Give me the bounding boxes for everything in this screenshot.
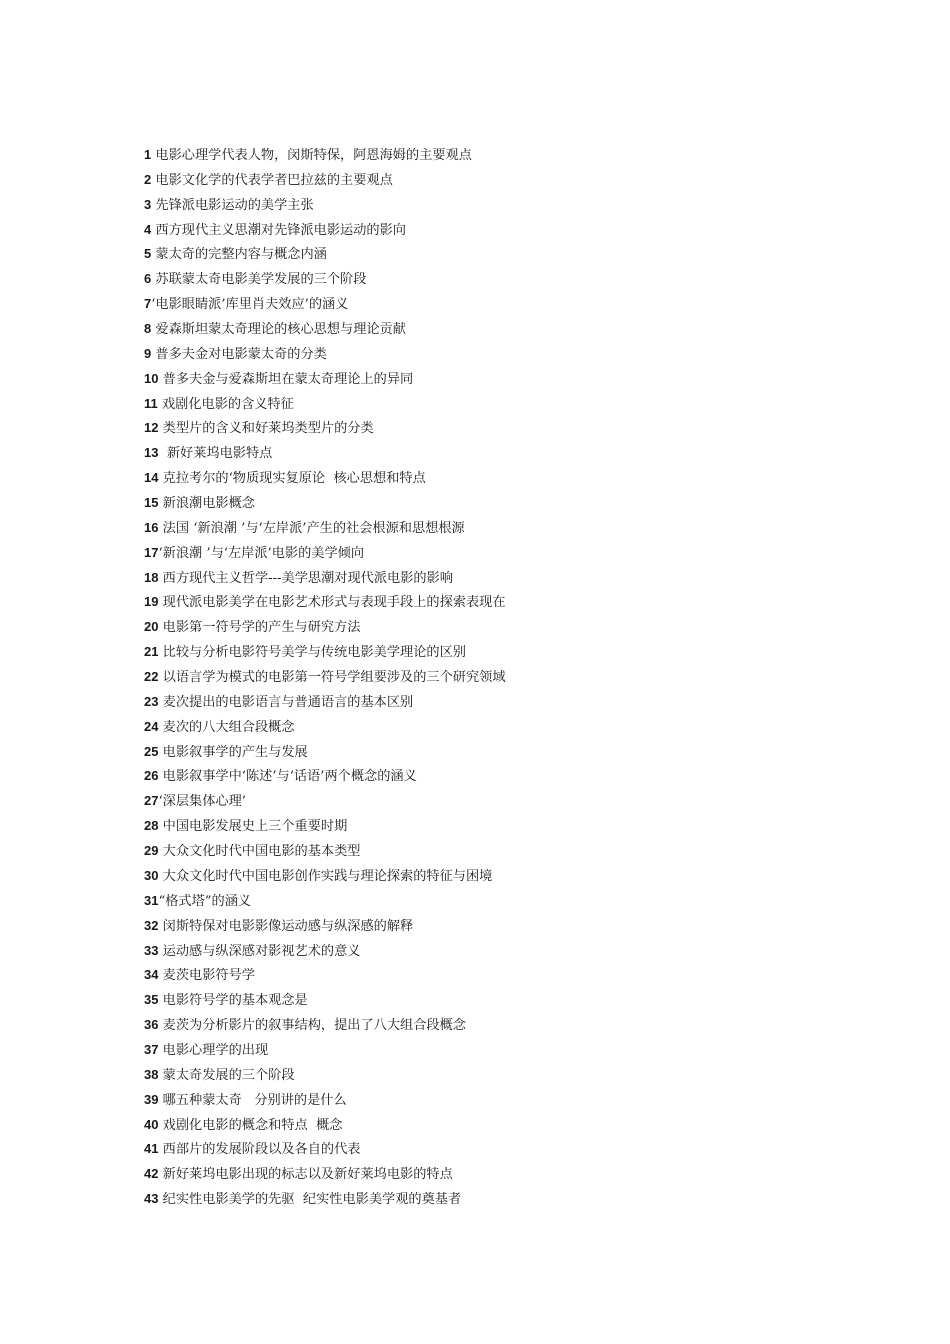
question-text: 中国电影发展史上三个重要时期: [158, 819, 348, 835]
question-text: 苏联蒙太奇电影美学发展的三个阶段: [151, 272, 367, 288]
question-text: 新浪潮电影概念: [158, 496, 255, 512]
question-number: 18: [144, 569, 159, 585]
question-item: [144, 441, 904, 466]
question-number: 25: [144, 743, 159, 759]
question-number: 16: [144, 519, 159, 535]
question-item: [144, 168, 904, 193]
question-text: 戏剧化电影的概念和特点 概念: [158, 1117, 356, 1133]
question-item: [144, 1088, 904, 1113]
question-number: 8: [144, 321, 152, 337]
question-text: 大众文化时代中国电影创作实践与理论探索的特征与困境: [158, 868, 493, 884]
question-number: 11: [144, 395, 158, 411]
question-item: [144, 839, 904, 864]
question-number: 36: [144, 1017, 159, 1033]
question-item: [144, 939, 904, 964]
question-text: 电影心理学的出现: [158, 1042, 269, 1058]
question-item: [144, 193, 904, 218]
question-item: [144, 640, 904, 665]
question-text: 电影叙事学的产生与发展: [158, 744, 308, 760]
question-text: 西部片的发展阶段以及各自的代表: [158, 1142, 361, 1158]
question-text: 法国 ‘新浪潮 ’与‘左岸派’产生的社会根源和思想根源: [158, 520, 465, 536]
question-item: [144, 367, 904, 392]
question-number: 15: [144, 495, 159, 511]
question-text: 电影叙事学中‘陈述’与‘话语’两个概念的涵义: [158, 769, 417, 785]
question-number: 23: [144, 693, 159, 709]
question-text: ‘电影眼睛派’库里肖夫效应’的涵义: [151, 297, 349, 313]
question-number: 43: [144, 1191, 159, 1207]
question-text: 电影心理学代表人物，闵斯特保，阿恩海姆的主要观点: [151, 148, 472, 163]
question-number: 29: [144, 843, 159, 859]
question-item: [144, 392, 904, 417]
question-item: [144, 292, 904, 317]
question-text: 西方现代主义思潮对先锋派电影运动的影向: [151, 222, 406, 238]
question-number: 27: [144, 793, 159, 809]
question-item: [144, 143, 904, 168]
question-text: 克拉考尔的‘物质现实复原论 核心思想和特点: [158, 471, 426, 487]
question-text: 普多夫金对电影蒙太奇的分类: [151, 346, 327, 362]
question-number: 33: [144, 942, 159, 958]
question-number: 31: [144, 892, 159, 908]
question-number: 17: [144, 544, 159, 560]
question-item: [144, 1113, 904, 1138]
question-number: 37: [144, 1041, 159, 1057]
question-item: [144, 1137, 904, 1162]
question-number: 19: [144, 594, 159, 610]
question-item: [144, 1038, 904, 1063]
question-number: 28: [144, 818, 159, 834]
question-text: 麦茨电影符号学: [158, 968, 255, 984]
question-number: 39: [144, 1091, 159, 1107]
question-text: 新好莱坞电影特点: [158, 446, 273, 462]
question-number: 13: [144, 445, 159, 461]
question-number: 7: [144, 296, 152, 312]
question-item: [144, 342, 904, 367]
question-number: 32: [144, 917, 159, 933]
question-number: 22: [144, 669, 159, 685]
question-number: 21: [144, 644, 159, 660]
question-number: 5: [144, 246, 152, 262]
question-item: [144, 715, 904, 740]
question-item: [144, 764, 904, 789]
question-text: 电影第一符号学的产生与研究方法: [158, 620, 361, 636]
question-number: 41: [144, 1141, 159, 1157]
question-number: 20: [144, 619, 159, 635]
question-number: 14: [144, 470, 159, 486]
question-item: [144, 267, 904, 292]
question-text: 麦茨为分析影片的叙事结构，提出了八大组合段概念: [158, 1018, 466, 1034]
question-text: 爱森斯坦蒙太奇理论的核心思想与理论贡献: [151, 322, 406, 338]
question-item: [144, 416, 904, 441]
question-number: 34: [144, 967, 159, 983]
question-item: [144, 789, 904, 814]
question-text: 先锋派电影运动的美学主张: [151, 197, 314, 213]
question-text: 新好莱坞电影出现的标志以及新好莱坞电影的特点: [158, 1167, 453, 1183]
question-item: [144, 690, 904, 715]
question-item: [144, 988, 904, 1013]
question-text: 闵斯特保对电影影像运动感与纵深感的解释: [158, 918, 414, 934]
question-number: 4: [144, 221, 152, 237]
question-number: 2: [144, 171, 152, 187]
question-number: 3: [144, 196, 152, 212]
question-text: 纪实性电影美学的先驱 纪实性电影美学观的奠基者: [158, 1192, 474, 1208]
question-item: [144, 740, 904, 765]
question-text: 类型片的含义和好莱坞类型片的分类: [158, 421, 374, 437]
question-number: 24: [144, 718, 159, 734]
question-item: [144, 864, 904, 889]
question-list: [144, 143, 904, 1212]
question-number: 6: [144, 271, 152, 287]
question-item: [144, 814, 904, 839]
question-number: 12: [144, 420, 159, 436]
question-text: 戏剧化电影的含义特征: [157, 396, 294, 412]
question-text: 运动感与纵深感对影视艺术的意义: [158, 943, 361, 959]
question-number: 26: [144, 768, 159, 784]
question-item: [144, 566, 904, 591]
question-number: 40: [144, 1116, 159, 1132]
question-number: 42: [144, 1166, 159, 1182]
question-text: 电影文化学的代表学者巴拉兹的主要观点: [151, 172, 393, 188]
question-text: “格式塔”的涵义: [158, 893, 252, 909]
question-text: 普多夫金与爱森斯坦在蒙太奇理论上的异同: [158, 371, 414, 387]
question-number: 9: [144, 345, 152, 361]
question-text: 以语言学为模式的电影第一符号学组要涉及的三个研究领域: [158, 670, 506, 686]
question-number: 10: [144, 370, 159, 386]
question-number: 35: [144, 992, 159, 1008]
question-item: [144, 218, 904, 243]
question-item: [144, 491, 904, 516]
question-item: [144, 1063, 904, 1088]
question-text: 西方现代主义哲学---美学思潮对现代派电影的影响: [158, 570, 453, 586]
question-item: [144, 914, 904, 939]
question-text: 电影符号学的基本观念是: [158, 993, 308, 1009]
question-item: [144, 541, 904, 566]
question-text: 哪五种蒙太奇 分别讲的是什么: [158, 1092, 347, 1108]
question-item: [144, 466, 904, 491]
question-item: [144, 665, 904, 690]
question-text: ‘深层集体心理’: [158, 794, 246, 810]
question-item: [144, 317, 904, 342]
question-text: 麦次提出的电影语言与普通语言的基本区别: [158, 694, 414, 710]
question-text: 比较与分析电影符号美学与传统电影美学理论的区别: [158, 645, 466, 661]
question-text: 蒙太奇发展的三个阶段: [158, 1067, 295, 1083]
question-text: 蒙太奇的完整内容与概念内涵: [151, 247, 327, 263]
question-number: 30: [144, 867, 159, 883]
question-number: 1: [144, 147, 152, 162]
question-item: [144, 1187, 904, 1212]
question-item: [144, 615, 904, 640]
question-item: [144, 963, 904, 988]
question-text: ‘新浪潮 ’与‘左岸派’电影的美学倾向: [158, 545, 365, 561]
question-item: [144, 889, 904, 914]
question-text: 现代派电影美学在电影艺术形式与表现手段上的探索表现在: [158, 595, 506, 611]
question-text: 麦次的八大组合段概念: [158, 719, 295, 735]
question-item: [144, 516, 904, 541]
question-item: [144, 242, 904, 267]
question-item: [144, 1013, 904, 1038]
question-item: [144, 590, 904, 615]
question-item: [144, 1162, 904, 1187]
question-number: 38: [144, 1066, 159, 1082]
question-text: 大众文化时代中国电影的基本类型: [158, 844, 361, 860]
